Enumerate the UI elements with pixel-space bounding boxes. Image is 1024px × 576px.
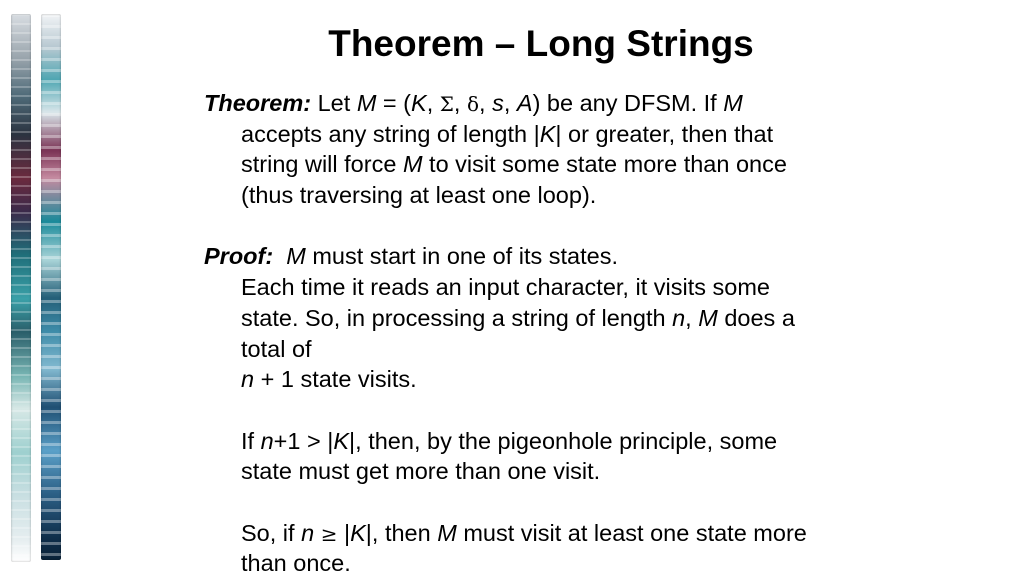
slide-body (204, 88, 894, 576)
proof-line-1: Proof: M must start in one of its states. (204, 243, 618, 270)
theorem-line-2: accepts any string of length |K| or greater, then that (241, 120, 774, 147)
spacer (204, 487, 894, 518)
proof-line-2: Each time it reads an input character, it visits some (241, 274, 770, 301)
proof-line-6: If n+1 > |K|, then, by the pigeonhole principle, some (241, 427, 778, 454)
theorem-label: Theorem: (204, 90, 312, 116)
spacer (204, 211, 894, 242)
proof-line-4: total of (241, 335, 312, 362)
geq-symbol: ≥ (320, 521, 338, 546)
spacer (204, 395, 894, 426)
proof-line-9: than once. (241, 550, 351, 576)
theorem-line-3: string will force M to visit some state more than once (241, 151, 787, 178)
delta-symbol: δ (466, 92, 479, 116)
proof-line-7: state must get more than one visit. (241, 458, 601, 485)
proof-line-8: So, if n ≥ |K|, then M must visit at least one state more (241, 519, 807, 546)
sigma-symbol: Σ (439, 92, 454, 116)
proof-label: Proof: (204, 243, 274, 270)
theorem-line-1: Theorem: Let M = (K, Σ, δ, s, A) be any DFSM. If M (204, 90, 743, 116)
decorative-strip-right (41, 14, 61, 560)
decorative-strip-left (11, 14, 31, 562)
proof-line-5: n + 1 state visits. (241, 366, 417, 393)
theorem-line-4: (thus traversing at least one loop). (241, 182, 597, 209)
proof-line-3: state. So, in processing a string of length n, M does a (241, 304, 795, 331)
slide-title: Theorem – Long Strings (328, 23, 754, 64)
